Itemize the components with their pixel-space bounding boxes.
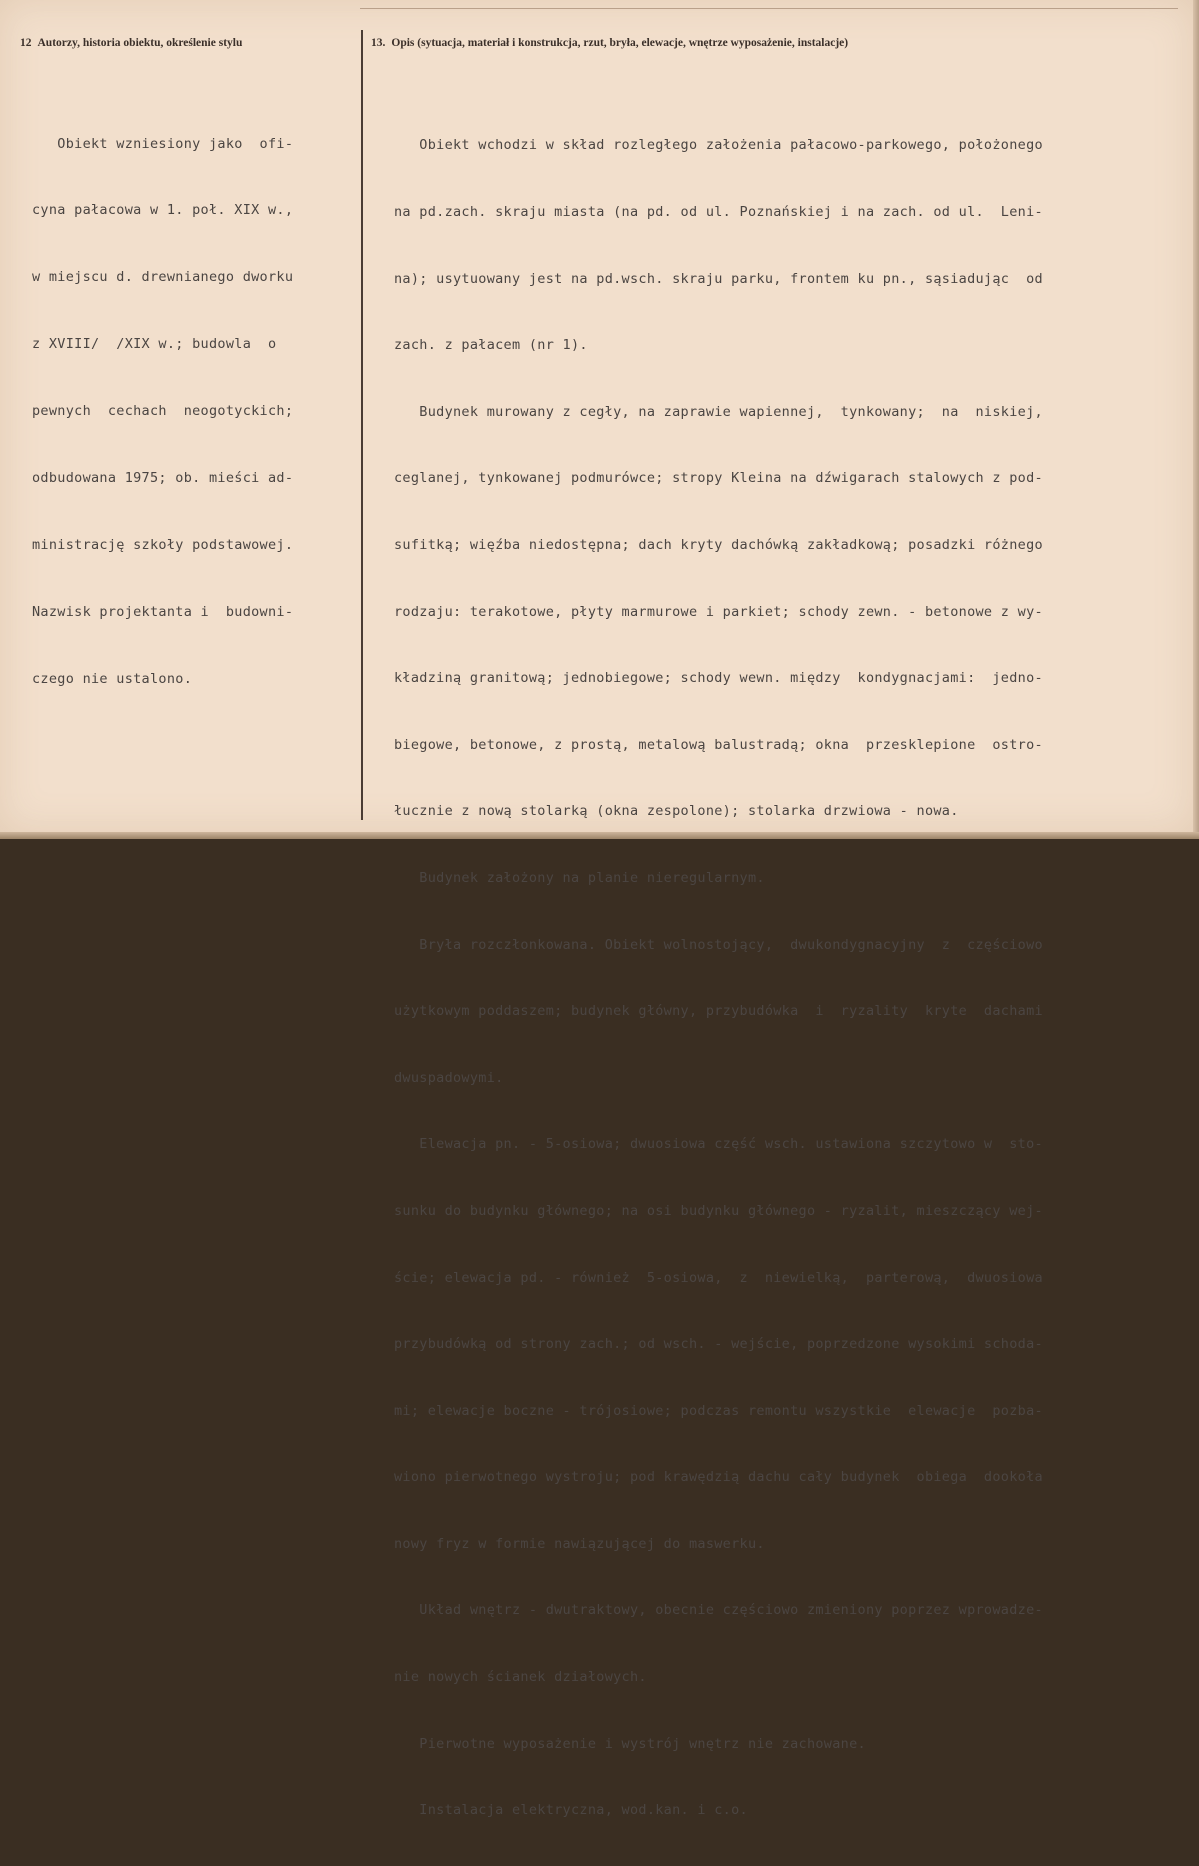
right-column-header	[371, 37, 848, 49]
text-line: sufitką; więźba niedostępna; dach kryty dachówką zakładkową; posadzki różnego	[394, 536, 1043, 553]
text-line: ście; elewacja pd. - również 5-osiowa, z niewielką, parterową, dwuosiowa	[394, 1269, 1043, 1286]
text-line: użytkowym poddaszem; budynek główny, przybudówka i ryzality kryte dachami	[394, 1003, 1043, 1020]
text-line: w miejscu d. drewnianego dworku	[32, 269, 294, 286]
text-line: nie nowych ścianek działowych.	[394, 1669, 647, 1686]
text-line: biegowe, betonowe, z prostą, metalową balustradą; okna przesklepione ostro-	[394, 736, 1043, 753]
left-header-number: 12	[20, 37, 32, 49]
text-line: czego nie ustalono.	[32, 670, 193, 687]
text-line: Nazwisk projektanta i budowni-	[32, 603, 294, 620]
description-text	[394, 90, 1043, 1866]
text-line: ceglanej, tynkowanej podmurówce; stropy Kleina na dźwigarach stalowych z pod-	[394, 470, 1043, 487]
top-rule	[360, 8, 1178, 9]
text-line: na); usytuowany jest na pd.wsch. skraju parku, frontem ku pn., sąsiadując od	[394, 270, 1043, 287]
text-line: Obiekt wzniesiony jako ofi-	[32, 135, 294, 152]
text-line: cyna pałacowa w 1. poł. XIX w.,	[32, 202, 294, 219]
text-line: przybudówką od strony zach.; od wsch. - wejście, poprzedzone wysokimi schoda-	[394, 1336, 1043, 1353]
text-line: dwuspadowymi.	[394, 1069, 504, 1086]
text-line: Pierwotne wyposażenie i wystrój wnętrz nie zachowane.	[394, 1735, 866, 1752]
text-line: Budynek założony na planie nieregularnym.	[394, 869, 765, 886]
text-line: Budynek murowany z cegły, na zaprawie wapiennej, tynkowany; na niskiej,	[394, 403, 1043, 420]
text-line: ministrację szkoły podstawowej.	[32, 536, 294, 553]
text-line: na pd.zach. skraju miasta (na pd. od ul. Poznańskiej i na zach. od ul. Leni-	[394, 204, 1043, 220]
text-line: kładziną granitową; jednobiegowe; schody wewn. między kondygnacjami: jedno-	[394, 670, 1043, 687]
text-line: Układ wnętrz - dwutraktowy, obecnie częściowo zmieniony poprzez wprowadze-	[394, 1602, 1043, 1619]
authors-history-text	[32, 88, 293, 735]
text-line: wiono pierwotnego wystroju; pod krawędzią dachu cały budynek obiega dookoła	[394, 1469, 1043, 1486]
right-header-title: Opis (sytuacja, materiał i konstrukcja, rzut, bryła, elewacje, wnętrze wyposażenie, instalacje)	[391, 37, 849, 49]
text-line: zach. z pałacem (nr 1).	[394, 337, 588, 354]
text-line: odbudowana 1975; ob. mieści ad-	[32, 470, 294, 487]
text-line: sunku do budynku głównego; na osi budynku głównego - ryzalit, mieszczący wej-	[394, 1202, 1043, 1219]
page-edge-right	[1193, 0, 1199, 839]
text-line: rodzaju: terakotowe, płyty marmurowe i parkiet; schody zewn. - betonowe z wy-	[394, 603, 1043, 620]
text-line: Instalacja elektryczna, wod.kan. i c.o.	[394, 1802, 748, 1819]
column-divider	[361, 30, 363, 820]
text-line: z XVIII/ /XIX w.; budowla o	[32, 336, 277, 353]
text-line: Bryła rozczłonkowana. Obiekt wolnostojący, dwukondygnacyjny z częściowo	[394, 936, 1043, 953]
text-line: Elewacja pn. - 5-osiowa; dwuosiowa część wsch. ustawiona szczytowo w sto-	[394, 1136, 1043, 1153]
text-line: pewnych cechach neogotyckich;	[32, 403, 294, 420]
right-header-number: 13.	[371, 37, 386, 49]
text-line: Obiekt wchodzi w skład rozległego założenia pałacowo-parkowego, położonego	[394, 137, 1043, 154]
text-line: nowy fryz w formie nawiązującej do maswerku.	[394, 1535, 765, 1552]
left-column-header	[20, 37, 242, 49]
page-edge-bottom	[0, 832, 1199, 839]
left-header-title: Autorzy, historia obiektu, określenie stylu	[37, 37, 243, 49]
text-line: mi; elewacje boczne - trójosiowe; podczas remontu wszystkie elewacje pozba-	[394, 1402, 1043, 1419]
text-line: łucznie z nową stolarką (okna zespolone); stolarka drzwiowa - nowa.	[394, 803, 959, 820]
